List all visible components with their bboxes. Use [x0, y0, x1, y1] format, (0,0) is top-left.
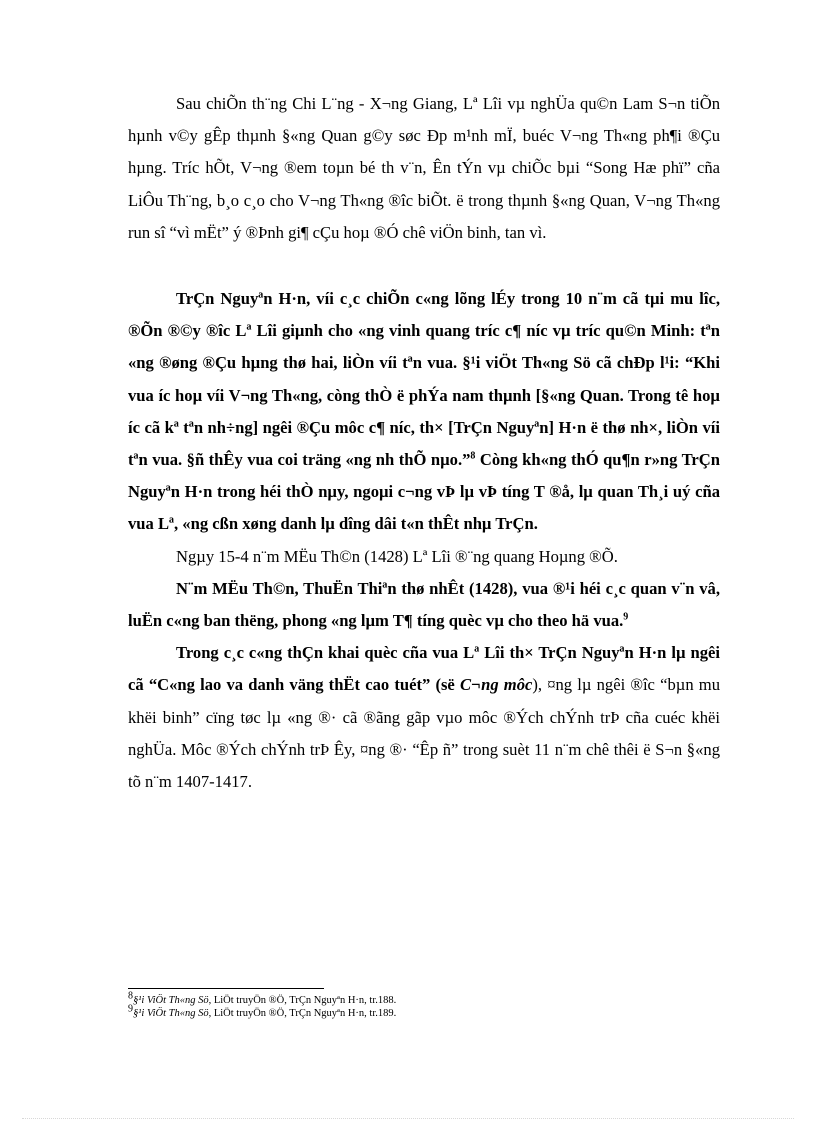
- footnote-separator: [128, 988, 324, 989]
- footnote-number: 9: [128, 1003, 133, 1015]
- footnote-source-detail: , LiÖt truyÖn ®Ö, TrÇn Nguyªn H·n, tr.188.: [208, 995, 397, 1006]
- paragraph-text: Ngµy 15-4 n¨m MËu Th©n (1428) Lª Lîi ®¨ng quang Hoµng ®Õ.: [176, 546, 618, 566]
- footnote-8: [128, 990, 728, 1007]
- paragraph-text: Trong c¸c c«ng thÇn khai quèc cña vua Lª Lîi th× TrÇn Nguyªn H·n lµ ngêi cã “C«ng lao va danh väng thËt cao tuét” (së: [128, 643, 720, 695]
- page-bottom-edge: [22, 1118, 794, 1119]
- footnote-source-detail: , LiÖt truyÖn ®Ö, TrÇn Nguyªn H·n, tr.189.: [208, 1008, 397, 1019]
- paragraph-coronation: [128, 541, 720, 573]
- paragraph-italic-title: C¬ng môc: [459, 675, 533, 695]
- paragraph-gap: [128, 249, 720, 283]
- paragraph-founding-officials: [128, 637, 720, 798]
- paragraph-text: Sau chiÕn th¨ng Chi L¨ng - X¬ng Giang, Lª Lîi vµ nghÜa qu©n Lam S¬n tiÕn hµnh v©y gÊp thµnh §«ng Quan g©y søc Ðp m¹nh mÏ, buéc V¬ng Th«ng ph¶i ®Çu hµng. Tríc hÕt, V¬ng ®em toµn bé th v¨n, Ên tÝn vµ chiÕc bµi “Song Hæ phï” cña LiÔu Th¨ng, b¸o c¸o cho V¬ng Th«ng ®îc biÕt. ë trong thµnh §«ng Quan, V¬ng Th«ng run sî “vì mËt” ý ®Þnh gi¶ cÇu hoµ ®Ó chê viÖn binh, tan vì.: [128, 94, 720, 242]
- footnotes: [128, 990, 728, 1020]
- paragraph-siege: [128, 88, 720, 249]
- body-text: [128, 88, 720, 798]
- paragraph-text-tail: Còng kh«ng thÓ qu¶n r»ng TrÇn Nguyªn H·n trong héi thÒ nµy, ngoµi c¬ng vÞ lµ vÞ tíng T ®å, lµ quan Th¸i uý cña vua Lª, «ng cßn xøng danh lµ dîng dâi t«n thÊt nhµ TrÇn.: [128, 450, 720, 534]
- paragraph-text: TrÇn Nguyªn H·n, víi c¸c chiÕn c«ng lõng lÉy trong 10 n¨m cã tµi mu lîc, ®Õn ®©y ®îc Lª Lîi giµnh cho «ng vinh quang tríc c¶ níc vµ tríc qu©n Minh: tªn «ng ®øng ®Çu hµng thø hai, liÒn víi tªn vua. §¹i viÖt Th«ng Sö cã chÐp l¹i: “Khi vua íc hoµ víi V¬ng Th«ng, còng thÒ ë phÝa nam thµnh [§«ng Quan. Trong tê hoµ íc cã kª tªn nh÷ng] ngêi ®Çu môc c¶ níc, th× [TrÇn Nguyªn] H·n ë thø nh×, liÒn víi tªn vua. §ñ thÊy vua coi träng «ng nh thÕ nµo.”: [128, 289, 720, 470]
- paragraph-text-tail: ), ¤ng lµ ngêi ®îc “bµn mu khëi binh” cïng tøc lµ «ng ®· cã ®ãng gãp vµo môc ®Ých chÝnh trÞ cña cuéc khëi nghÜa. Môc ®Ých chÝnh trÞ Êy, ¤ng ®· “Êp ñ” trong suèt 11 n¨m chê thêi ë S¬n §«ng tõ n¨m 1407-1417.: [128, 675, 720, 792]
- footnote-source-title: §¹i ViÖt Th«ng Sö: [133, 1008, 209, 1019]
- footnote-number: 8: [128, 990, 133, 1002]
- footnote-source-title: §¹i ViÖt Th«ng Sö: [133, 995, 209, 1006]
- footnote-ref-8[interactable]: 8: [470, 450, 476, 462]
- footnote-9: [128, 1003, 728, 1020]
- footnote-ref-9[interactable]: 9: [623, 611, 629, 623]
- paragraph-rewards: [128, 573, 720, 637]
- paragraph-text: N¨m MËu Th©n, ThuËn Thiªn thø nhÊt (1428), vua ®¹i héi c¸c quan v¨n vâ, luËn c«ng ban thëng, phong «ng lµm T¶ tíng quèc vµ cho theo hä vua.: [128, 578, 720, 631]
- paragraph-tran-nguyen-han: [128, 283, 720, 541]
